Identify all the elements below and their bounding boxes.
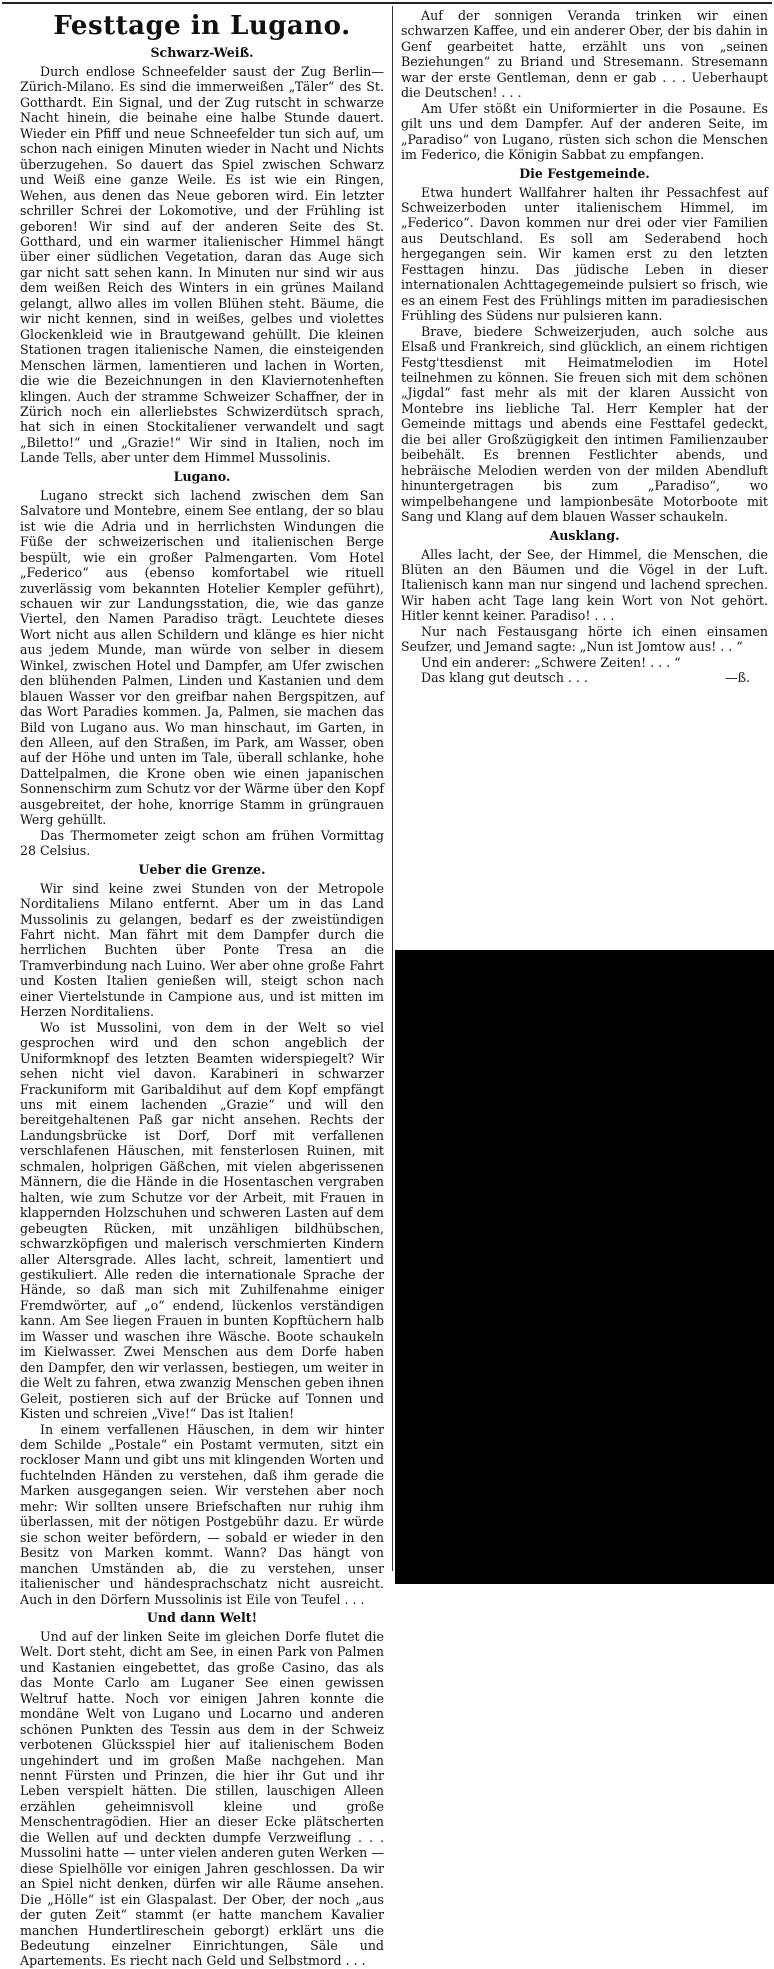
section-heading-die-festgemeinde: Die Festgemeinde. (519, 165, 650, 181)
paragraph: Wo ist Mussolini, von dem in der Welt so viel gesprochen wird und den schon angeblich der Uniformknopf des letzten Beamten widerspiegelt? Wir sehen nicht viel davon. Karabineri in schwarzer Frackuniform mit Garibaldihut auf dem Kopf empfängt uns mit einem lachenden „Grazie“ und will den bereitgehaltenen Paß gar nicht ansehen. Rechts der Landungsbrücke ist Dorf, Dorf mit verfallenen verschlafenen Häuschen, mit fensterlosen Ruinen, mit schmalen, holprigen Gäßchen, mit vielen abgerissenen Männern, die die Hände in die Hosentaschen vergraben halten, wie zum Schutze vor der Arbeit, mit Frauen in klappernden Holzschuhen und schweren Lasten auf dem gebeugten Rücken, mit unzähligen bildhübschen, schwarzköpfigen und malerisch verschmierten Kindern aller Altersgrade. Alles lacht, schreit, lamentiert und gestikuliert. Alle reden die internationale Sprache der Hände, so daß man sich mit Zuhilfenahme einiger Fremdwörter, auf „o“ endend, lückenlos verständigen kann. Am See liegen Frauen in bunten Kopftüchern halb im Wasser und waschen ihre Wäsche. Boote schaukeln im Kielwasser. Zwei Menschen aus dem Dorfe haben den Dampfer, den wir verlassen, bestiegen, um weiter in die Welt zu fahren, etwa zwanzig Menschen geben ihnen Geleit, postieren sich auf der Brücke auf Tonnen und Kisten und schreien „Vive!“ Das ist Italien! (20, 1019, 384, 1422)
column-divider (392, 6, 393, 1571)
left-column (4, 8, 390, 1969)
paragraph: Und ein anderer: „Schwere Zeiten! . . . “ (421, 654, 681, 670)
section-heading-ueber-die-grenze: Ueber die Grenze. (138, 861, 266, 877)
closing-line (401, 670, 768, 685)
closing-text: Das klang gut deutsch . . . (421, 670, 588, 686)
paragraph: Am Ufer stößt ein Uniformierter in die Posaune. Es gilt uns und dem Dampfer. Auf der anderen Seite, im „Paradiso“ von Lugano, rüsten sich schon die Menschen im Federico, die Königin Sabbat zu empfangen. (401, 100, 768, 163)
blank-black-area (395, 950, 774, 1584)
paragraph: Das Thermometer zeigt schon am frühen Vormittag 28 Celsius. (20, 827, 384, 859)
paragraph: Etwa hundert Wallfahrer halten ihr Pessachfest auf Schweizerboden unter italienischem Himmel, im „Federico“. Davon kommen nur drei oder vier Familien aus Deutschland. Es soll am Sederabend hoch hergegangen sein. Wir kamen erst zu den letzten Festtagen hinzu. Das jüdische Leben in dieser internationalen Achttagegemeinde pulsiert so frisch, wie es an einem Fest des Frühlings mitten im paradiesischen Frühling des Südens nur pulsieren kann. (401, 184, 768, 324)
section-heading-und-dann-welt: Und dann Welt! (146, 1609, 258, 1625)
top-rule (2, 2, 772, 4)
paragraph: Und auf der linken Seite im gleichen Dorfe flutet die Welt. Dort steht, dicht am See, in einen Park von Palmen und Kastanien eingebettet, das große Casino, das als das Monte Carlo am Luganer See einen gewissen Weltruf hatte. Noch vor einigen Jahren konnte die mondäne Welt von Lugano und Locarno und anderen schönen Punkten des Tessin aus dem in der Schweiz verbotenen Glücksspiel hier auf italienischem Boden ungehindert und im großen Maße nachgehen. Man nennt Fürsten und Prinzen, die hier ihr Gut und ihr Leben verspielt hätten. Die stillen, lauschigen Alleen erzählen geheimnisvoll kleine und große Menschentragödien. Hier an dieser Ecke plätscherten die Wellen auf und deckten dumpfe Verzweiflung . . . Mussolini hatte — unter vielen anderen guten Werken — diese Spielhölle vor einigen Jahren geschlossen. Da wir an Spiel nicht denken, dürfen wir alle Räume ansehen. Die „Hölle“ ist ein Glaspalast. Der Ober, der noch „aus der guten Zeit“ stammt (er hatte manchem Kavalier manchen Hundertlireschein geborgt) erklärt uns die Bedeutung einzelner Einrichtungen, Säle und Apartements. Es riecht nach Geld und Selbstmord . . . (20, 1628, 384, 1969)
section-heading-ausklang: Ausklang. (549, 527, 620, 543)
paragraph: Auf der sonnigen Veranda trinken wir einen schwarzen Kaffee, und ein anderer Ober, der bis dahin in Genf gearbeitet hatte, erzählt uns von „seinen Beziehungen“ zu Briand und Stresemann. Stresemann war der erste Gentleman, denn er gab . . . Ueberhaupt die Deutschen! . . . (401, 8, 768, 101)
section-heading-lugano: Lugano. (173, 468, 231, 484)
paragraph: Durch endlose Schneefelder saust der Zug Berlin—Zürich-Milano. Es sind die immerweißen „Täler“ des St. Gotthardt. Ein Signal, und der Zug rutscht in schwarze Nacht hinein, die beinahe eine halbe Stunde dauert. Wieder ein Pfiff und neue Schneefelder tun sich auf, um schon nach einigen Minuten wieder in Nacht und Nichts überzugehen. So dauert das Spiel zwischen Schwarz und Weiß eine ganze Weile. Es ist wie ein Ringen, Wehen, aus denen das Neue geboren wird. Ein letzter schriller Schrei der Lokomotive, und der Frühling ist geboren! Wir sind auf der anderen Seite des St. Gotthard, und ein warmer italienischer Himmel hängt über einer südlichen Vegetation, daran das Auge sich gar nicht satt sehen kann. In Minuten nur sind wir aus dem weißen Reich des Winters in ein grünes Mailand gelangt, allwo alles im vollen Blühen steht. Bäume, die wir nicht kennen, sind in weißes, gelbes und violettes Glockenkleid wie in Brautgewand gehüllt. Die kleinen Stationen tragen italienische Namen, die einsteigenden Menschen lärmen, lamentieren und lachen in Worten, die wie die Bezeichnungen in den Klaviernotenheften klingen. Auch der stramme Schweizer Schaffner, der in Zürich noch ein allerliebstes Schwizerdütsch sprach, hat sich in einen Stockitaliener verwandelt und sagt „Biletto!“ und „Grazie!“ Wir sind in Italien, noch im Lande Tells, aber unter dem Himmel Mussolinis. (20, 64, 384, 466)
paragraph: In einem verfallenen Häuschen, in dem wir hinter dem Schilde „Postale“ ein Postamt vermuten, sitzt ein rockloser Mann und gibt uns mit klingenden Worten und fuchtelnden Händen zu verstehen, daß ihm gerade die Marken ausgegangen seien. Wir verstehen aber noch mehr: Wir sollten unsere Briefschaften nur ruhig ihm überlassen, mit der nötigen Postgebühr dazu. Er würde sie schon weiter befördern, — sobald er wieder in den Besitz von Marken kommt. Wann? Das hängt von manchen Umständen ab, die zu verstehen, unser italienischer und händesprachschatz nicht ausreicht. Auch in den Dörfern Mussolinis ist Eile von Teufel . . . (20, 1421, 384, 1607)
section-heading-schwarz-weiss: Schwarz-Weiß. (150, 45, 254, 60)
author-signature: —ß. (724, 670, 750, 686)
paragraph: Nur nach Festausgang hörte ich einen einsamen Seufzer, und Jemand sagte: „Nun ist Jomtow aus! . . “ (401, 623, 768, 655)
article-title: Festtage in Lugano. (53, 11, 351, 41)
paragraph: Wir sind keine zwei Stunden von der Metropole Norditaliens Milano entfernt. Aber um in das Land Mussolinis zu gelangen, bedarf es der zweistündigen Fahrt nicht. Man fährt mit dem Dampfer durch die herrlichen Buchten über Ponte Tresa an die Tramverbindung nach Luino. Wer aber ohne große Fahrt und Kosten Italien genießen will, steigt schon nach einer Viertelstunde in Campione aus, und ist mitten im Herzen Norditaliens. (20, 880, 384, 1020)
paragraph: Lugano streckt sich lachend zwischen dem San Salvatore und Montebre, einem See entlang, der so blau ist wie die Adria und in herrlichsten Windungen die Füße der schweizerischen und italienischen Berge bespült, wie ein großer Palmengarten. Vom Hotel „Federico“ aus (ebenso komfortabel wie rituell zuverlässig vom bekannten Hotelier Kempler geführt), schauen wir zur Landungsstation, die, wie das ganze Viertel, den Namen Paradiso trägt. Leuchtete dieses Wort nicht aus allen Schildern und klänge es hier nicht aus jedem Munde, man würde von selber in diesem Winkel, zwischen Hotel und Dampfer, am Ufer zwischen den blühenden Palmen, Linden und Kastanien und dem blauen Wasser vor den greifbar nahen Bergspitzen, auf das Wort Paradies kommen. Ja, Palmen, sie machen das Bild von Lugano aus. Wo man hinschaut, im Garten, in den Alleen, auf den Straßen, im Park, am Wasser, oben auf der Höhe und unten im Tale, überall schlanke, hohe Dattelpalmen, die Krone oben wie einen japanischen Sonnenschirm zum Schutz vor der Wärme über den Kopf ausgebreitet, der hohe, knorrige Stamm in grüngrauen Werg gehüllt. (20, 487, 384, 828)
paragraph: Brave, biedere Schweizerjuden, auch solche aus Elsaß und Frankreich, sind glücklich, an einem richtigen Festg'ttesdienst mit Heimatmelodien im Hotel teilnehmen zu können. Sie freuen sich mit dem schönen „Jigdal“ fast mehr als mit der klaren Aussicht von Montebre ins liebliche Tal. Herr Kempler hat der Gemeinde mittags und abends eine Festtafel gedeckt, die bei aller Großzügigkeit den intimen Familienzauber beibehält. Es brennen Festlichter abends, und hebräische Melodien werden von der milden Abendluft hinuntergetragen bis zum „Paradiso“, wo wimpelbehangene und lampionbesäte Motorboote mit Sang und Klang auf dem blauen Wasser schaukeln. (401, 323, 768, 525)
paragraph: Alles lacht, der See, der Himmel, die Menschen, die Blüten an den Bäumen und die Vögel in der Luft. Italienisch kann man nur singend und lachend sprechen. Wir haben acht Tage lang kein Wort von Not gehört. Hitler kennt keiner. Paradiso! . . . (401, 546, 768, 624)
